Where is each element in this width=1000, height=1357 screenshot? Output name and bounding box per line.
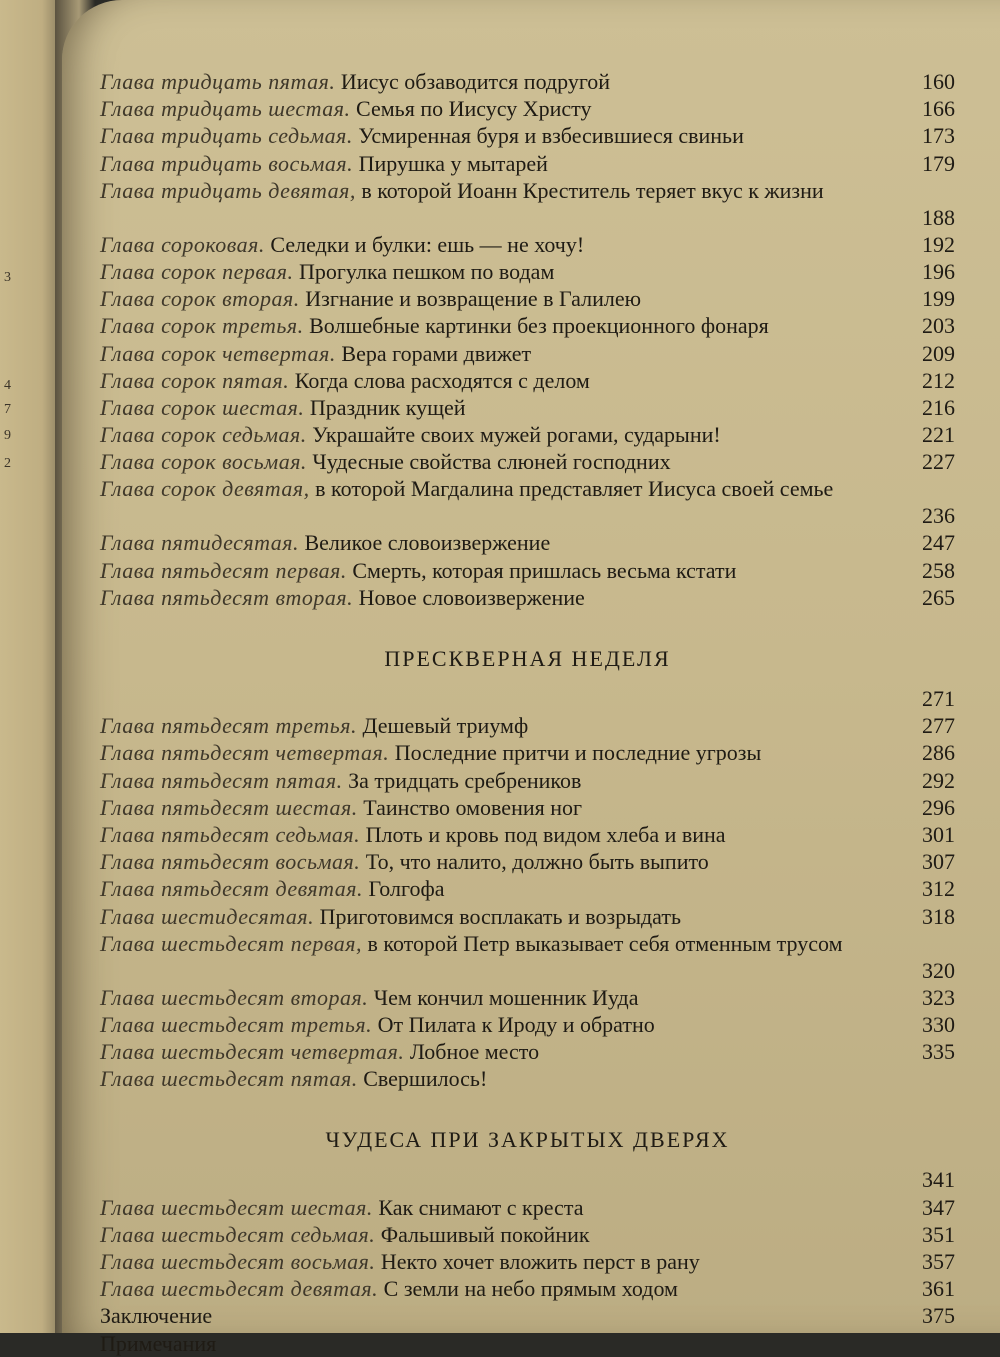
chapter-title: Свершилось! <box>363 1066 488 1092</box>
toc-entry-text <box>100 875 444 902</box>
chapter-label: Глава шестьдесят шестая. <box>100 1194 373 1220</box>
toc-entry-text <box>100 1065 487 1092</box>
page-number: 357 <box>922 1249 955 1274</box>
chapter-label: Глава пятьдесят девятая. <box>100 876 364 902</box>
chapter-label: Глава сорок шестая. <box>100 394 305 420</box>
toc-entry-text <box>100 930 890 957</box>
chapter-title: То, что налито, должно быть выпито <box>365 849 709 875</box>
toc-entry-text <box>100 903 681 930</box>
section-page-row <box>100 685 955 712</box>
toc-entry-text <box>100 231 584 258</box>
page-number: 196 <box>922 258 955 284</box>
toc-block-2 <box>100 712 955 1092</box>
chapter-label: Глава шестьдесят девятая. <box>100 1276 379 1302</box>
section-title-miracles: ЧУДЕСА ПРИ ЗАКРЫТЫХ ДВЕРЯХ <box>325 1127 730 1153</box>
toc-entry <box>100 1302 955 1329</box>
toc-entry-text <box>100 984 639 1011</box>
chapter-title: От Пилата к Ироду и обратно <box>377 1011 655 1037</box>
toc-entry <box>100 1221 955 1248</box>
chapter-title: За тридцать сребреников <box>348 767 582 793</box>
toc-entry-text <box>100 739 761 766</box>
page-number: 292 <box>922 767 955 793</box>
page-number: 173 <box>922 123 955 149</box>
page-number: 227 <box>922 449 955 475</box>
chapter-label: Глава пятидесятая. <box>100 530 299 556</box>
toc-entry <box>100 712 955 739</box>
chapter-label: Глава пятьдесят первая. <box>100 557 347 583</box>
toc-entry <box>100 1038 955 1065</box>
page-number: 212 <box>922 367 955 393</box>
chapter-label: Глава пятьдесят пятая. <box>100 767 343 793</box>
chapter-title: Таинство омовения ног <box>363 794 583 820</box>
chapter-label: Глава тридцать седьмая. <box>100 123 353 149</box>
toc-entry-text <box>100 285 641 312</box>
toc-entry <box>100 122 955 149</box>
chapter-title: Праздник кущей <box>309 394 466 420</box>
chapter-title: Смерть, которая пришлась весьма кстати <box>352 557 737 583</box>
chapter-label: Глава пятьдесят седьмая. <box>100 821 361 847</box>
toc-entry <box>100 177 955 231</box>
chapter-title: Вера горами движет <box>341 340 532 366</box>
toc-entry-text <box>100 258 554 285</box>
section-page-number: 271 <box>922 686 955 711</box>
toc-entry-text <box>100 1221 590 1248</box>
toc-entry <box>100 1275 955 1302</box>
toc-entry-text <box>100 367 590 394</box>
toc-entry-text <box>100 1011 655 1038</box>
chapter-label: Глава пятьдесят вторая. <box>100 584 354 610</box>
chapter-label: Глава сорок третья. <box>100 313 304 339</box>
chapter-title: Семья по Иисусу Христу <box>356 96 592 122</box>
chapter-label: Глава шестьдесят пятая. <box>100 1066 358 1092</box>
chapter-label: Глава сорок четвертая. <box>100 340 336 366</box>
left-page-edge <box>0 0 60 1333</box>
toc-entry <box>100 1065 955 1092</box>
page-number: 323 <box>922 984 955 1010</box>
page-number: 312 <box>922 876 955 902</box>
toc-entry-text <box>100 584 585 611</box>
page-number: 286 <box>922 740 955 766</box>
chapter-label: Глава шестьдесят восьмая. <box>100 1249 376 1274</box>
chapter-title: Иисус обзаводится подругой <box>340 69 611 94</box>
margin-mark: 9 <box>4 428 11 443</box>
margin-mark: 7 <box>4 402 11 417</box>
toc-entry <box>100 312 955 339</box>
toc-entry-text <box>100 95 591 122</box>
toc-entry <box>100 1011 955 1038</box>
toc-entry <box>100 984 955 1011</box>
section-title-holy-week: ПРЕСКВЕРНАЯ НЕДЕЛЯ <box>384 646 671 671</box>
page-number: 335 <box>922 1039 955 1065</box>
chapter-title: Изгнание и возвращение в Галилею <box>305 286 642 312</box>
chapter-label: Глава тридцать восьмая. <box>100 150 354 176</box>
toc-entry-text <box>100 712 528 739</box>
page-number: 199 <box>922 286 955 312</box>
page-number: 166 <box>922 96 955 122</box>
toc-entry-text <box>100 1275 678 1302</box>
toc-entry-text <box>100 767 581 794</box>
toc-entry-text <box>100 475 890 502</box>
toc-entry-text <box>100 1248 700 1275</box>
chapter-title: Фальшивый покойник <box>380 1221 590 1247</box>
page-number: 247 <box>922 530 955 556</box>
toc-entry-text <box>100 1330 216 1357</box>
chapter-title: Приготовимся восплакать и возрыдать <box>319 903 682 929</box>
toc-entry <box>100 557 955 584</box>
table-of-contents <box>100 68 955 1357</box>
page-number: 351 <box>922 1221 955 1247</box>
page-number: 318 <box>922 903 955 929</box>
page-number: 307 <box>922 849 955 875</box>
toc-entry-text <box>100 421 721 448</box>
page-number: 320 <box>922 957 955 983</box>
chapter-label: Глава тридцать пятая. <box>100 69 336 94</box>
margin-mark: 3 <box>4 270 11 285</box>
chapter-title: в которой Магдалина представляет Иисуса своей семье <box>315 476 834 502</box>
chapter-title: С земли на небо прямым ходом <box>383 1276 678 1302</box>
toc-entry-text <box>100 794 582 821</box>
section-page-row <box>100 1166 955 1193</box>
chapter-title: Лобное место <box>409 1039 540 1065</box>
page-number: 179 <box>922 150 955 176</box>
page-number: 188 <box>922 204 955 230</box>
toc-entry-text <box>100 529 550 556</box>
toc-entry <box>100 68 955 95</box>
page-number: 361 <box>922 1276 955 1302</box>
toc-entry <box>100 448 955 475</box>
toc-entry-text <box>100 1302 212 1329</box>
toc-entry <box>100 821 955 848</box>
chapter-label: Глава пятьдесят четвертая. <box>100 740 390 766</box>
chapter-label: Глава сорок восьмая. <box>100 449 307 475</box>
toc-entry-text <box>100 150 548 177</box>
chapter-label: Глава шестьдесят вторая. <box>100 984 369 1010</box>
chapter-title: Чудесные свойства слюней господних <box>312 449 671 475</box>
chapter-label: Глава сороковая. <box>100 231 265 257</box>
chapter-title: Плоть и кровь под видом хлеба и вина <box>365 821 726 847</box>
toc-entry-text <box>100 1194 583 1221</box>
chapter-title: Чем кончил мошенник Иуда <box>373 984 639 1010</box>
page-number: 258 <box>922 557 955 583</box>
toc-entry <box>100 421 955 448</box>
chapter-label: Глава пятьдесят шестая. <box>100 794 358 820</box>
toc-entry-text <box>100 177 890 204</box>
chapter-label: Глава шестьдесят седьмая. <box>100 1221 376 1247</box>
toc-entry-text <box>100 821 726 848</box>
chapter-label: Глава шестьдесят первая, <box>100 930 362 956</box>
toc-entry <box>100 848 955 875</box>
toc-entry <box>100 258 955 285</box>
chapter-label: Глава тридцать девятая, <box>100 177 356 203</box>
page-number: 375 <box>922 1303 955 1329</box>
chapter-title: в которой Петр выказывает себя отменным трусом <box>367 930 843 956</box>
page-number: 160 <box>922 69 955 94</box>
page-number: 277 <box>922 713 955 739</box>
chapter-title: Украшайте своих мужей рогами, сударыни! <box>312 422 721 448</box>
chapter-label: Глава шестьдесят четвертая. <box>100 1039 405 1065</box>
toc-entry-text <box>100 848 709 875</box>
toc-entry-text <box>100 68 610 95</box>
toc-entry <box>100 367 955 394</box>
page-number: 296 <box>922 794 955 820</box>
chapter-title: Некто хочет вложить перст в рану <box>380 1249 700 1274</box>
page-number: 265 <box>922 584 955 610</box>
toc-block-1 <box>100 68 955 611</box>
toc-entry-text <box>100 448 671 475</box>
toc-entry <box>100 794 955 821</box>
toc-entry <box>100 584 955 611</box>
toc-entry <box>100 529 955 556</box>
page-number: 236 <box>922 503 955 529</box>
page-number: 301 <box>922 821 955 847</box>
page-number: 347 <box>922 1194 955 1220</box>
toc-entry <box>100 1248 955 1275</box>
toc-entry <box>100 1194 955 1221</box>
section-page-number: 341 <box>922 1167 955 1193</box>
page-number: 209 <box>922 340 955 366</box>
chapter-title: Усмиренная буря и взбесившиеся свиньи <box>358 123 744 149</box>
toc-entry-text <box>100 394 466 421</box>
chapter-title: Примечания <box>100 1330 217 1356</box>
toc-entry-text <box>100 1038 539 1065</box>
toc-entry <box>100 903 955 930</box>
toc-entry <box>100 475 955 529</box>
chapter-title: Великое словоизвержение <box>304 530 551 556</box>
toc-entry <box>100 150 955 177</box>
toc-entry <box>100 1330 955 1357</box>
chapter-title: Пирушка у мытарей <box>358 150 548 176</box>
chapter-label: Глава сорок первая. <box>100 258 294 284</box>
chapter-label: Глава шестьдесят третья. <box>100 1011 373 1037</box>
page-number: 330 <box>922 1011 955 1037</box>
page-number: 221 <box>922 422 955 448</box>
toc-entry <box>100 231 955 258</box>
toc-entry <box>100 340 955 367</box>
chapter-title: Как снимают с креста <box>378 1194 584 1220</box>
toc-entry <box>100 285 955 312</box>
toc-entry <box>100 739 955 766</box>
chapter-label: Глава сорок вторая. <box>100 286 300 312</box>
chapter-label: Глава сорок девятая, <box>100 476 310 502</box>
chapter-title: Когда слова расходятся с делом <box>294 367 590 393</box>
chapter-title: Прогулка пешком по водам <box>299 258 555 284</box>
margin-mark: 2 <box>4 456 11 471</box>
chapter-title: в которой Иоанн Креститель теряет вкус к жизни <box>361 177 824 203</box>
toc-block-3 <box>100 1194 955 1357</box>
page-number: 203 <box>922 313 955 339</box>
toc-entry <box>100 95 955 122</box>
margin-mark: 4 <box>4 378 11 393</box>
chapter-title: Волшебные картинки без проекционного фонаря <box>309 313 769 339</box>
page-number: 216 <box>922 394 955 420</box>
toc-entry <box>100 930 955 984</box>
toc-entry-text <box>100 340 531 367</box>
chapter-label: Глава сорок пятая. <box>100 367 290 393</box>
toc-entry-text <box>100 122 744 149</box>
chapter-label: Глава пятьдесят третья. <box>100 713 357 739</box>
page-number: 192 <box>922 231 955 257</box>
chapter-title: Голгофа <box>368 876 445 902</box>
toc-entry-text <box>100 557 736 584</box>
chapter-title: Новое словоизвержение <box>358 584 585 610</box>
chapter-title: Заключение <box>100 1303 213 1329</box>
chapter-label: Глава шестидесятая. <box>100 903 315 929</box>
toc-entry <box>100 767 955 794</box>
chapter-title: Дешевый триумф <box>362 713 529 739</box>
chapter-label: Глава сорок седьмая. <box>100 422 307 448</box>
toc-entry <box>100 394 955 421</box>
toc-entry <box>100 875 955 902</box>
chapter-title: Селедки и булки: ешь — не хочу! <box>270 231 585 257</box>
chapter-label: Глава пятьдесят восьмая. <box>100 849 361 875</box>
toc-entry-text <box>100 312 769 339</box>
chapter-label: Глава тридцать шестая. <box>100 96 351 122</box>
chapter-title: Последние притчи и последние угрозы <box>394 740 762 766</box>
